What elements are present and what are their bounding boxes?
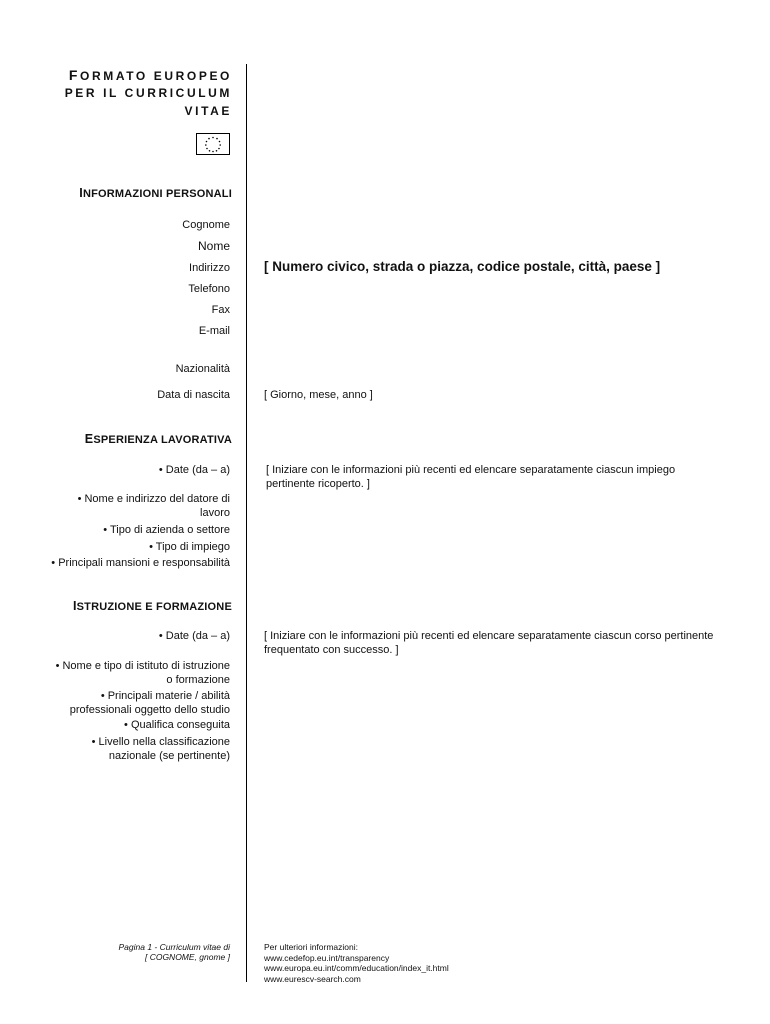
vertical-divider <box>246 64 247 982</box>
cv-title-line1: FORMATO EUROPEO <box>68 67 232 83</box>
label-surname: Cognome <box>182 219 230 231</box>
label-birthdate: Data di nascita <box>157 389 230 401</box>
cv-title-line3: VITAE <box>184 104 232 118</box>
label-job-type: • Tipo di impiego <box>149 541 230 553</box>
label-qualification: • Qualifica conseguita <box>124 719 230 731</box>
label-level: • Livello nella classificazione nazionale (se pertinente) <box>91 736 230 762</box>
section-personal-info: INFORMAZIONI PERSONALI <box>79 186 232 200</box>
footer-link-cedefop[interactable]: www.cedefop.eu.int/transparency <box>264 952 390 963</box>
label-work-dates: • Date (da – a) <box>158 464 230 476</box>
page-footer-right <box>264 942 449 984</box>
label-duties: • Principali mansioni e responsabilità <box>51 557 230 569</box>
label-phone: Telefono <box>188 283 230 295</box>
footer-info-title: Per ulteriori informazioni: <box>264 942 359 952</box>
page-footer-left <box>50 942 230 962</box>
label-education-dates: • Date (da – a) <box>158 630 230 642</box>
label-nationality: Nazionalità <box>175 363 230 375</box>
footer-link-eurescv[interactable]: www.eurescv-search.com <box>264 973 361 984</box>
footer-page-line1: Pagina 1 - Curriculum vitae di <box>118 942 230 952</box>
value-work-experience: [ Iniziare con le informazioni più recenti ed elencare separatamente ciascun impiego pertinente ricoperto. ] <box>266 464 676 490</box>
cv-title-line2: PER IL CURRICULUM <box>64 86 232 100</box>
footer-page-line2: [ COGNOME, gnome ] <box>144 952 230 962</box>
section-work-experience: ESPERIENZA LAVORATIVA <box>84 432 232 446</box>
value-address: [ Numero civico, strada o piazza, codice postale, città, paese ] <box>264 259 661 274</box>
footer-link-europa[interactable]: www.europa.eu.int/comm/education/index_it.html <box>264 963 449 973</box>
section-education: ISTRUZIONE E FORMAZIONE <box>72 599 232 613</box>
label-subjects: • Principali materie / abilità professionali oggetto dello studio <box>69 690 230 716</box>
label-fax: Fax <box>211 304 230 316</box>
label-email: E-mail <box>198 325 230 337</box>
value-education: [ Iniziare con le informazioni più recenti ed elencare separatamente ciascun corso pertinente frequentato con successo. ] <box>264 630 714 656</box>
label-sector: • Tipo di azienda o settore <box>103 524 230 536</box>
label-name: Nome <box>197 239 230 253</box>
label-institution: • Nome e tipo di istituto di istruzione o formazione <box>55 660 230 686</box>
label-employer: • Nome e indirizzo del datore di lavoro <box>77 493 230 519</box>
eu-flag-icon <box>196 133 230 155</box>
value-birthdate: [ Giorno, mese, anno ] <box>264 389 373 401</box>
label-address: Indirizzo <box>189 262 230 274</box>
